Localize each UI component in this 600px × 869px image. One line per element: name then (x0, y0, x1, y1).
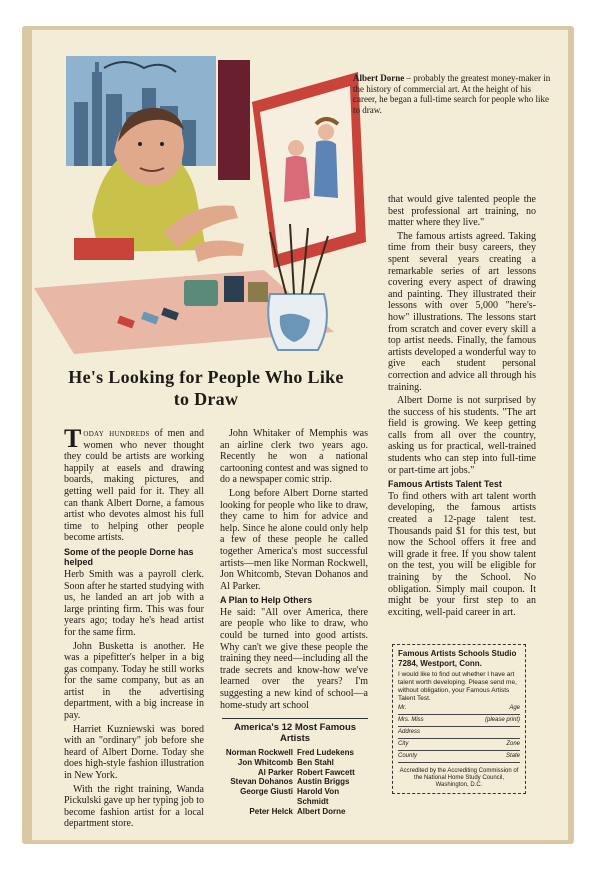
field-label: Age (509, 705, 520, 711)
artist-name: Norman Rockwell (225, 748, 293, 757)
paragraph: He said: "All over America, there are people who like to draw, who could be turned into good artists. Why can't we give these people the training they need—including all the trade secrets and know-how we've learned over the years? I'm suggesting a new kind of school—a home-study art school (220, 606, 368, 711)
paragraph: that would give talented people the best professional art training, no matter where they live." (388, 194, 536, 229)
caption-text: – probably the greatest money-maker in the history of commercial art. At the height of his career, he began a full-time search for people who like to draw. (353, 73, 551, 115)
field-label: Mr. (398, 705, 407, 711)
name-field-2 (398, 717, 520, 727)
field-label: Zone (506, 741, 520, 747)
city-field (398, 741, 520, 751)
coupon-body: I would like to find out whether I have art talent worth developing. Please send me, without obligation, your Famous Artists Talent Test. (398, 671, 517, 702)
drop-cap: T (64, 424, 82, 453)
paint-jar (184, 280, 218, 306)
subhead: Some of the people Dorne has helped (64, 546, 194, 568)
field-label: Mrs. (398, 717, 410, 723)
artists-list (218, 748, 372, 817)
artist-name: Fred Ludekens (297, 748, 354, 757)
article-column-3 (388, 194, 536, 620)
subhead: Famous Artists Talent Test (388, 479, 502, 490)
artist-name: Robert Fawcett (297, 767, 355, 777)
caption-name: Albert Dorne (353, 73, 405, 83)
curtain (218, 60, 250, 180)
coupon-title: Famous Artists Schools Studio 7284, Westport, Conn. (398, 649, 517, 668)
paragraph: Long before Albert Dorne started looking for people who like to draw, they came to him for advice and help. Since he alone could only help a few of these people he called together America's most successful artists—men like Norman Rockwell, Jon Whitcomb, Stevan Dohanos and Al Parker. (220, 487, 368, 592)
paragraph-text: of men and women who never thought they could be artists are working happily at easels and drawing boards, making pictures, and getting well paid for it. They all can thank Albert Dorne, a famous artist who devotes almost his full time to helping other people become artists. (64, 428, 204, 544)
artist-name: Jon Whitcomb (237, 757, 293, 767)
article-column-2 (220, 428, 368, 713)
paragraph: To find others with art talent worth developing, the famous artists created a 12-page talent test. Thousands paid $1 for this test, but now the School offers it free and will grade it free. If you show talent on the test, you will be eligible for training by the School. No obligation. Simply mail coupon. It might be your first step to an exciting, well-paid career in art. (388, 490, 536, 618)
address-field (398, 729, 520, 739)
artist-name: Harold Von Schmidt (297, 787, 340, 806)
field-label: Miss (411, 717, 424, 723)
artist-name: Albert Dorne (297, 806, 346, 816)
illustration-caption (353, 73, 553, 115)
subhead: A Plan to Help Others (220, 595, 313, 606)
artist-name: Austin Briggs (297, 777, 350, 787)
article-column-1 (64, 424, 204, 832)
headline: He's Looking for People Who Like to Draw (68, 367, 344, 409)
field-label: City (398, 741, 409, 747)
county-field (398, 753, 520, 763)
field-label: Address (398, 729, 421, 735)
artist-name: Peter Helck (249, 806, 293, 816)
paragraph: The famous artists agreed. Taking time from their busy careers, they spent several years creating a remarkable series of art lessons covering every aspect of drawing and painting. They illustrated their lessons with over 5,000 "here's-how" illustrations. The lessons start from scratch and cover every skill a top artist needs. Finally, the famous artists developed a wonderful way to give each student personal correction and advice all through his training. (388, 230, 536, 393)
chair (74, 238, 134, 260)
paragraph: John Whitaker of Memphis was an airline clerk two years ago. Recently he won a national cartooning contest and was signed to do a newspaper comic strip. (220, 428, 368, 486)
paragraph: Harriet Kuzniewski was bored with an "ordinary" job before she heard of Albert Dorne. Today she does high-style fashion illustration in New York. (64, 723, 204, 782)
mail-coupon (392, 644, 526, 794)
artist-illustration (34, 32, 366, 354)
lead-in: oday hundreds (83, 428, 150, 439)
name-field (398, 705, 520, 715)
field-label: County (398, 753, 418, 759)
artist-name: Ben Stahl (297, 757, 334, 767)
paragraph: Albert Dorne is not surprised by the success of his students. "The art field is growing. We keep getting calls from all over the country, asking us for practical, well-trained students who can step into full-time or part-time art jobs." (388, 395, 536, 476)
accreditation-note: Accredited by the Accrediting Commission of the National Home Study Council, Washington, D.C. (399, 768, 519, 788)
paragraph: John Busketta is another. He was a pipefitter's helper in a big gas company. Today he still works for the same company, but as an artist in the advertising department, with a big increase in pay. (64, 640, 204, 722)
artists-list-title: America's 12 Most Famous Artists (222, 718, 368, 744)
field-label: State (505, 753, 520, 759)
artist-name: Stevan Dohanos (230, 777, 293, 787)
paragraph (64, 424, 204, 544)
artist-name: Al Parker (257, 767, 293, 777)
paragraph: Herb Smith was a payroll clerk. Soon after he started studying with us, he landed an art job with a large printing firm. This was four years ago; today he's head artist for the same firm. (64, 568, 204, 638)
paragraph: With the right training, Wanda Pickulski gave up her typing job to become fashion artist for a local department store. (64, 783, 204, 830)
field-label: (please print) (484, 717, 520, 723)
artist-name: George Giusti (240, 787, 293, 797)
